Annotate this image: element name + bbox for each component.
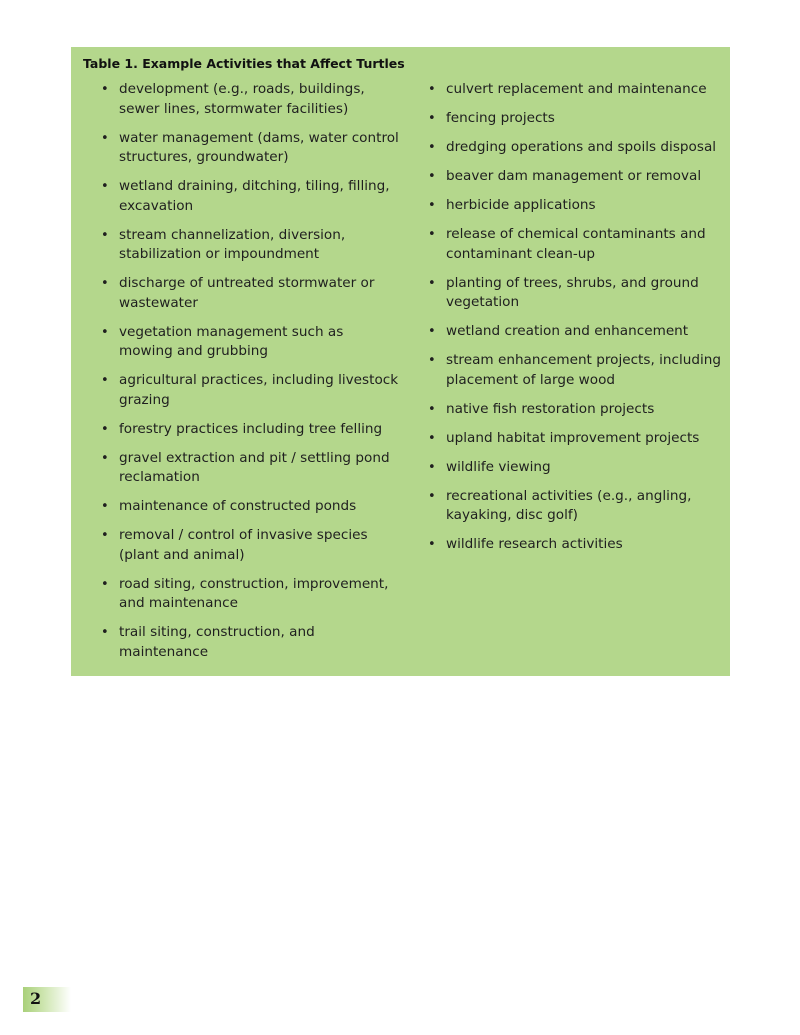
list-item [101, 177, 401, 216]
list-item [101, 129, 401, 168]
list-item-text: release of chemical contaminants and contaminant clean-up [446, 226, 706, 262]
list-item-text: planting of trees, shrubs, and ground vegetation [446, 274, 699, 310]
bullet-icon: • [101, 276, 109, 291]
bullet-icon: • [101, 373, 109, 388]
list-item [428, 429, 728, 449]
bullet-icon: • [428, 324, 436, 339]
bullet-icon: • [101, 576, 109, 592]
right-column-list [428, 80, 728, 564]
list-item-text: water management (dams, water control structures, groundwater) [119, 129, 399, 165]
list-item-text: discharge of untreated stormwater or wastewater [119, 275, 375, 311]
list-item-text: wildlife research activities [446, 536, 623, 552]
bullet-icon: • [428, 488, 436, 504]
bullet-icon: • [428, 82, 436, 97]
bullet-icon: • [101, 528, 109, 543]
list-item [101, 323, 401, 362]
bullet-icon: • [428, 169, 436, 184]
page-number: 2 [30, 989, 42, 1008]
bullet-icon: • [428, 140, 436, 155]
bullet-icon: • [428, 111, 436, 126]
list-item [428, 138, 728, 158]
activities-table [71, 47, 730, 676]
list-item-text: trail siting, construction, and maintenance [119, 624, 315, 660]
bullet-icon: • [101, 227, 109, 243]
bullet-icon: • [428, 198, 436, 213]
bullet-icon: • [101, 82, 109, 97]
list-item-text: native fish restoration projects [446, 400, 655, 417]
page-number-tab [23, 987, 71, 1012]
list-item [101, 274, 401, 313]
list-item-text: wetland draining, ditching, tiling, filling, excavation [119, 178, 390, 214]
list-item-text: agricultural practices, including livestock grazing [119, 372, 399, 408]
bullet-icon: • [101, 179, 109, 194]
list-item-text: road siting, construction, improvement, and maintenance [119, 575, 389, 611]
list-item [428, 351, 728, 390]
list-item-text: culvert replacement and maintenance [446, 81, 707, 97]
list-item-text: stream channelization, diversion, stabilization or impoundment [119, 226, 346, 262]
bullet-icon: • [101, 625, 109, 640]
list-item [428, 167, 728, 187]
list-item-text: development (e.g., roads, buildings, sewer lines, stormwater facilities) [119, 81, 365, 117]
list-item [101, 575, 401, 614]
bullet-icon: • [428, 430, 436, 446]
list-item-text: dredging operations and spoils disposal [446, 139, 717, 155]
list-item [101, 449, 401, 488]
bullet-icon: • [101, 499, 109, 514]
list-item [101, 226, 401, 265]
bullet-icon: • [428, 459, 436, 475]
list-item [428, 109, 728, 129]
list-item [428, 535, 728, 555]
list-item [428, 225, 728, 264]
bullet-icon: • [428, 401, 436, 417]
list-item-text: gravel extraction and pit / settling pond reclamation [119, 449, 390, 485]
list-item [101, 526, 401, 565]
list-item [428, 458, 728, 478]
list-item-text: recreational activities (e.g., angling, kayaking, disc golf) [446, 487, 692, 523]
list-item-text: vegetation management such as mowing and grubbing [119, 323, 344, 359]
list-item [101, 623, 401, 662]
left-column-list [101, 80, 401, 672]
list-item [428, 80, 728, 100]
list-item-text: wetland creation and enhancement [446, 323, 689, 339]
bullet-icon: • [101, 421, 109, 437]
list-item [101, 497, 401, 517]
table-title: Table 1. Example Activities that Affect Turtles [83, 56, 405, 71]
bullet-icon: • [428, 227, 436, 242]
list-item-text: maintenance of constructed ponds [119, 498, 357, 514]
list-item-text: beaver dam management or removal [446, 168, 702, 184]
list-item [428, 196, 728, 216]
list-item-text: upland habitat improvement projects [446, 429, 700, 446]
list-item-text: forestry practices including tree felling [119, 420, 383, 437]
list-item [101, 420, 401, 440]
list-item [101, 371, 401, 410]
bullet-icon: • [428, 275, 436, 291]
list-item-text: stream enhancement projects, including placement of large wood [446, 352, 722, 388]
list-item-text: herbicide applications [446, 197, 596, 213]
bullet-icon: • [101, 130, 109, 146]
bullet-icon: • [101, 324, 109, 340]
list-item [428, 400, 728, 420]
list-item-text: removal / control of invasive species (plant and animal) [119, 527, 368, 563]
list-item [101, 80, 401, 119]
bullet-icon: • [101, 450, 109, 466]
bullet-icon: • [428, 537, 436, 552]
bullet-icon: • [428, 353, 436, 368]
list-item [428, 322, 728, 342]
list-item-text: wildlife viewing [446, 458, 551, 475]
list-item [428, 487, 728, 526]
list-item-text: fencing projects [446, 110, 555, 126]
list-item [428, 274, 728, 313]
